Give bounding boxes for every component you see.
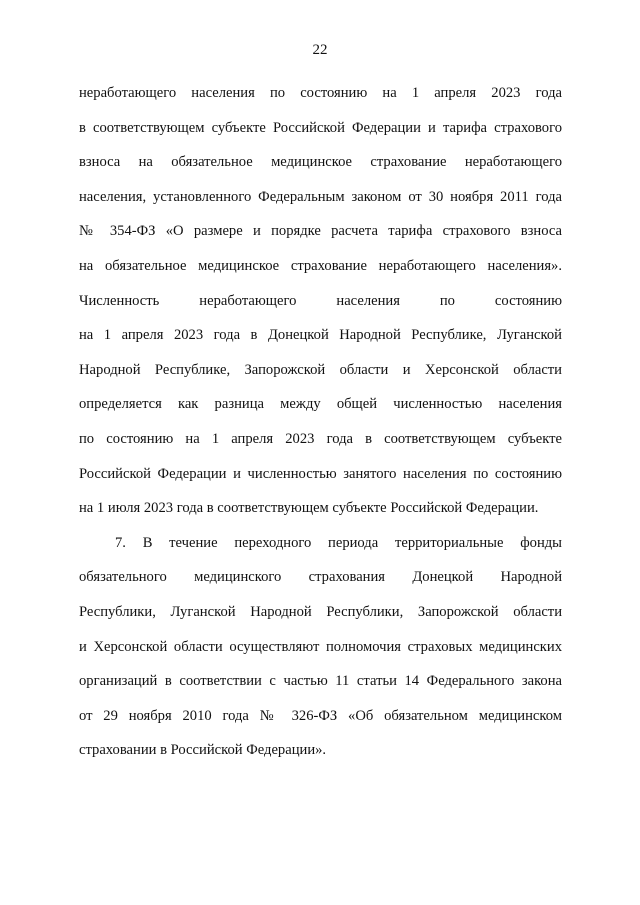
- text-line: на 1 апреля 2023 года в Донецкой Народной Республике, Луганской: [79, 327, 562, 344]
- text-line: Российской Федерации и численностью занятого населения по состоянию: [79, 465, 562, 482]
- text-line: Народной Республике, Запорожской области и Херсонской области: [79, 361, 562, 378]
- text-line: по состоянию на 1 апреля 2023 года в соответствующем субъекте: [79, 430, 562, 447]
- text-line: Республики, Луганской Народной Республики, Запорожской области: [79, 603, 562, 620]
- text-line: страховании в Российской Федерации».: [79, 742, 327, 759]
- text-line: в соответствующем субъекте Российской Федерации и тарифа страхового: [79, 119, 562, 136]
- text-line: населения, установленного Федеральным законом от 30 ноября 2011 года: [79, 188, 562, 205]
- text-line: неработающего населения по состоянию на 1 апреля 2023 года: [79, 85, 562, 101]
- text-line: № 354-ФЗ «О размере и порядке расчета тарифа страхового взноса: [79, 223, 562, 240]
- text-line: и Херсонской области осуществляют полномочия страховых медицинских: [79, 638, 562, 655]
- body-text: [79, 76, 562, 768]
- text-line: организаций в соответствии с частью 11 статьи 14 Федерального закона: [79, 673, 562, 690]
- text-line: обязательного медицинского страхования Донецкой Народной: [79, 569, 562, 586]
- text-line: определяется как разница между общей численностью населения: [79, 396, 562, 413]
- text-line: от 29 ноября 2010 года № 326-ФЗ «Об обязательном медицинском: [79, 707, 562, 724]
- page-number: 22: [312, 42, 328, 58]
- text-line: взноса на обязательное медицинское страхование неработающего: [79, 154, 562, 171]
- text-line: 7. В течение переходного периода территориальные фонды: [115, 534, 562, 551]
- text-line: на 1 июля 2023 года в соответствующем субъекте Российской Федерации.: [79, 500, 539, 517]
- text-line: Численность неработающего населения по состоянию: [79, 292, 562, 309]
- text-line: на обязательное медицинское страхование неработающего населения».: [79, 257, 562, 274]
